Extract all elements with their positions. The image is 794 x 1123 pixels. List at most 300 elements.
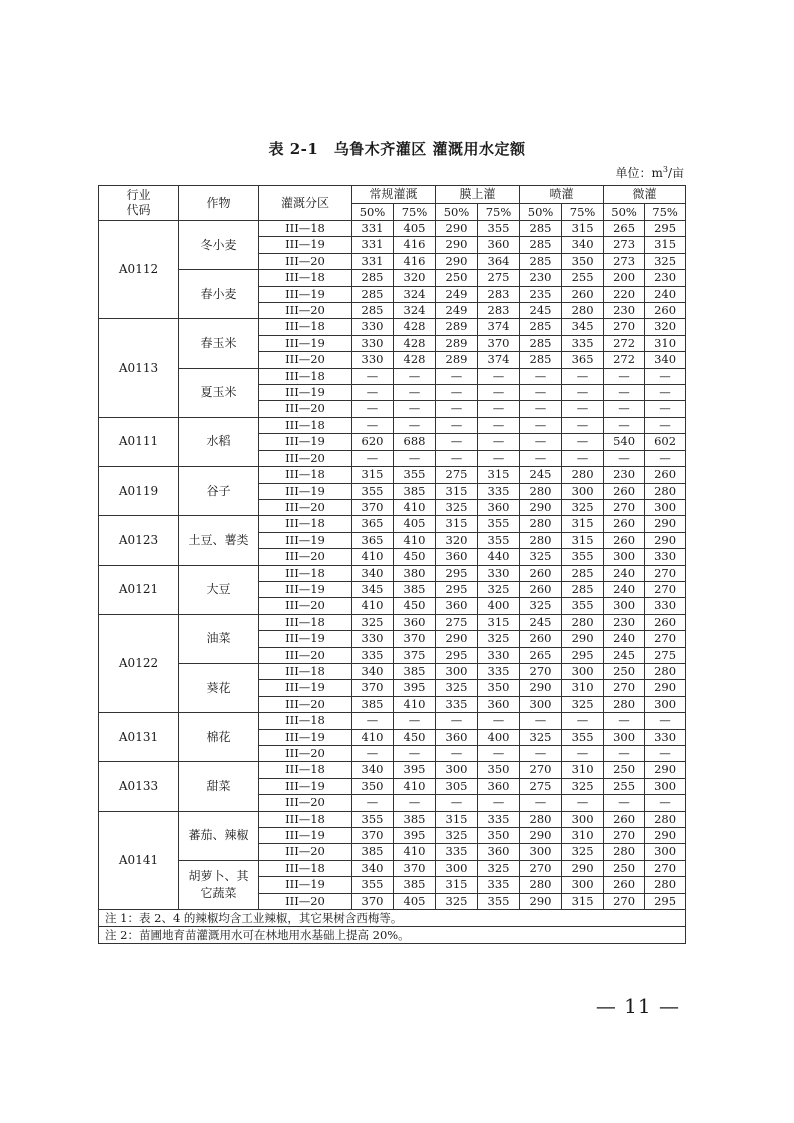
value-cell: 374	[478, 319, 520, 335]
header-zone: 灌溉分区	[259, 186, 352, 221]
zone-cell: III—19	[259, 237, 352, 253]
value-cell: 325	[478, 581, 520, 597]
value-cell: 355	[352, 877, 394, 893]
value-cell: 335	[436, 844, 478, 860]
value-cell: 315	[562, 893, 604, 909]
value-cell: 370	[352, 499, 394, 515]
value-cell: 270	[604, 680, 645, 696]
value-cell: —	[645, 368, 686, 384]
value-cell: 290	[645, 762, 686, 778]
zone-cell: III—18	[259, 368, 352, 384]
value-cell: 315	[478, 467, 520, 483]
value-cell: —	[478, 713, 520, 729]
value-cell: 289	[436, 352, 478, 368]
value-cell: —	[478, 417, 520, 433]
header-percent: 50%	[604, 204, 645, 221]
value-cell: —	[436, 746, 478, 762]
value-cell: 355	[394, 467, 436, 483]
crop-cell: 春玉米	[179, 319, 259, 368]
unit-suffix: /亩	[667, 166, 684, 180]
value-cell: 310	[645, 335, 686, 351]
value-cell: —	[645, 401, 686, 417]
value-cell: —	[645, 417, 686, 433]
value-cell: 330	[645, 729, 686, 745]
header-industry-code-line2: 代码	[126, 203, 151, 217]
value-cell: 295	[436, 581, 478, 597]
value-cell: —	[604, 417, 645, 433]
value-cell: —	[562, 368, 604, 384]
value-cell: 355	[478, 221, 520, 237]
value-cell: 416	[394, 253, 436, 269]
value-cell: —	[478, 746, 520, 762]
value-cell: —	[352, 450, 394, 466]
crop-cell: 葵花	[179, 663, 259, 712]
value-cell: —	[436, 385, 478, 401]
value-cell: 405	[394, 516, 436, 532]
industry-code-cell: A0123	[99, 516, 179, 565]
header-method-sprinkler: 喷灌	[520, 186, 604, 204]
header-crop: 作物	[179, 186, 259, 221]
value-cell: 260	[645, 614, 686, 630]
value-cell: 300	[436, 860, 478, 876]
value-cell: —	[520, 385, 562, 401]
value-cell: —	[436, 434, 478, 450]
header-method-film: 膜上灌	[436, 186, 520, 204]
value-cell: 355	[478, 893, 520, 909]
value-cell: 285	[520, 221, 562, 237]
crop-cell: 蕃茄、辣椒	[179, 811, 259, 860]
value-cell: 335	[478, 663, 520, 679]
value-cell: —	[478, 401, 520, 417]
value-cell: —	[520, 434, 562, 450]
value-cell: —	[520, 713, 562, 729]
zone-cell: III—18	[259, 762, 352, 778]
zone-cell: III—20	[259, 795, 352, 811]
value-cell: 275	[520, 778, 562, 794]
value-cell: 335	[478, 483, 520, 499]
industry-code-cell: A0113	[99, 319, 179, 417]
table-row	[99, 368, 686, 384]
zone-cell: III—19	[259, 483, 352, 499]
value-cell: 260	[645, 467, 686, 483]
table-row	[99, 221, 686, 237]
value-cell: 410	[394, 532, 436, 548]
value-cell: 290	[645, 828, 686, 844]
value-cell: 260	[604, 532, 645, 548]
value-cell: —	[394, 746, 436, 762]
table-row	[99, 565, 686, 581]
industry-code-cell: A0122	[99, 614, 179, 712]
value-cell: —	[436, 450, 478, 466]
value-cell: —	[394, 450, 436, 466]
value-cell: 300	[604, 598, 645, 614]
value-cell: 315	[436, 516, 478, 532]
industry-code-cell: A0112	[99, 221, 179, 319]
value-cell: 620	[352, 434, 394, 450]
value-cell: —	[604, 385, 645, 401]
value-cell: 295	[436, 565, 478, 581]
value-cell: —	[394, 368, 436, 384]
value-cell: 325	[352, 614, 394, 630]
value-cell: 324	[394, 303, 436, 319]
value-cell: 280	[520, 483, 562, 499]
value-cell: 280	[562, 614, 604, 630]
value-cell: —	[436, 401, 478, 417]
note-1: 注 1：表 2、4 的辣椒均含工业辣椒，其它果树含西梅等。	[99, 910, 686, 927]
value-cell: 300	[562, 663, 604, 679]
table-row	[99, 713, 686, 729]
value-cell: 290	[645, 516, 686, 532]
value-cell: 325	[520, 549, 562, 565]
value-cell: 330	[645, 549, 686, 565]
value-cell: 350	[478, 762, 520, 778]
value-cell: 230	[604, 303, 645, 319]
value-cell: —	[645, 385, 686, 401]
value-cell: 405	[394, 221, 436, 237]
zone-cell: III—19	[259, 532, 352, 548]
value-cell: 200	[604, 270, 645, 286]
unit-label	[560, 164, 684, 181]
zone-cell: III—18	[259, 467, 352, 483]
crop-cell: 棉花	[179, 713, 259, 762]
value-cell: —	[520, 746, 562, 762]
value-cell: 272	[604, 352, 645, 368]
value-cell: 315	[562, 221, 604, 237]
value-cell: 270	[520, 663, 562, 679]
industry-code-cell: A0111	[99, 417, 179, 466]
value-cell: —	[436, 368, 478, 384]
industry-code-cell: A0121	[99, 565, 179, 614]
zone-cell: III—20	[259, 253, 352, 269]
value-cell: 240	[645, 286, 686, 302]
zone-cell: III—20	[259, 352, 352, 368]
value-cell: 280	[645, 877, 686, 893]
value-cell: 331	[352, 253, 394, 269]
value-cell: 360	[478, 778, 520, 794]
value-cell: 310	[562, 828, 604, 844]
value-cell: 289	[436, 319, 478, 335]
zone-cell: III—19	[259, 385, 352, 401]
value-cell: 385	[394, 663, 436, 679]
value-cell: 260	[520, 565, 562, 581]
value-cell: 290	[645, 532, 686, 548]
value-cell: 280	[645, 663, 686, 679]
value-cell: 300	[520, 696, 562, 712]
header-percent: 75%	[478, 204, 520, 221]
value-cell: 280	[604, 696, 645, 712]
value-cell: —	[394, 417, 436, 433]
value-cell: 270	[604, 893, 645, 909]
unit-superscript: 3	[662, 165, 668, 174]
value-cell: 440	[478, 549, 520, 565]
value-cell: 330	[645, 598, 686, 614]
crop-cell: 冬小麦	[179, 221, 259, 270]
value-cell: —	[562, 417, 604, 433]
value-cell: 688	[394, 434, 436, 450]
zone-cell: III—19	[259, 680, 352, 696]
value-cell: 240	[604, 565, 645, 581]
zone-cell: III—19	[259, 434, 352, 450]
value-cell: 385	[394, 483, 436, 499]
crop-cell: 水稻	[179, 417, 259, 466]
value-cell: 315	[562, 532, 604, 548]
value-cell: 315	[436, 811, 478, 827]
value-cell: 255	[604, 778, 645, 794]
zone-cell: III—20	[259, 499, 352, 515]
value-cell: 270	[604, 319, 645, 335]
value-cell: 325	[562, 696, 604, 712]
value-cell: 355	[478, 516, 520, 532]
zone-cell: III—19	[259, 828, 352, 844]
value-cell: 340	[352, 565, 394, 581]
value-cell: 370	[478, 335, 520, 351]
value-cell: —	[604, 713, 645, 729]
header-percent: 50%	[436, 204, 478, 221]
table-row	[99, 811, 686, 827]
value-cell: 330	[352, 631, 394, 647]
header-percent: 50%	[352, 204, 394, 221]
crop-cell: 春小麦	[179, 270, 259, 319]
value-cell: 428	[394, 319, 436, 335]
table-notes	[99, 910, 686, 944]
value-cell: 335	[436, 696, 478, 712]
value-cell: —	[604, 368, 645, 384]
value-cell: 280	[645, 811, 686, 827]
value-cell: 325	[562, 778, 604, 794]
value-cell: 275	[645, 647, 686, 663]
value-cell: 385	[352, 844, 394, 860]
value-cell: 280	[520, 877, 562, 893]
value-cell: 290	[645, 680, 686, 696]
value-cell: 331	[352, 237, 394, 253]
value-cell: 260	[604, 516, 645, 532]
zone-cell: III—18	[259, 221, 352, 237]
zone-cell: III—20	[259, 746, 352, 762]
zone-cell: III—18	[259, 713, 352, 729]
value-cell: 285	[562, 581, 604, 597]
value-cell: 365	[562, 352, 604, 368]
value-cell: 325	[436, 499, 478, 515]
value-cell: 250	[604, 860, 645, 876]
value-cell: 230	[604, 614, 645, 630]
value-cell: 395	[394, 680, 436, 696]
value-cell: 335	[478, 877, 520, 893]
value-cell: 273	[604, 253, 645, 269]
value-cell: —	[604, 795, 645, 811]
value-cell: —	[478, 450, 520, 466]
value-cell: 385	[352, 696, 394, 712]
value-cell: 375	[394, 647, 436, 663]
zone-cell: III—18	[259, 417, 352, 433]
table-row	[99, 516, 686, 532]
unit-prefix: 单位：m	[615, 166, 663, 180]
value-cell: 410	[352, 598, 394, 614]
value-cell: 280	[604, 844, 645, 860]
value-cell: 285	[352, 303, 394, 319]
zone-cell: III—19	[259, 729, 352, 745]
value-cell: 255	[562, 270, 604, 286]
value-cell: —	[436, 795, 478, 811]
table-body	[99, 221, 686, 910]
value-cell: 315	[478, 614, 520, 630]
value-cell: 374	[478, 352, 520, 368]
value-cell: 450	[394, 549, 436, 565]
value-cell: 330	[478, 647, 520, 663]
value-cell: 280	[562, 303, 604, 319]
value-cell: 340	[352, 860, 394, 876]
value-cell: 260	[645, 303, 686, 319]
value-cell: 331	[352, 221, 394, 237]
value-cell: 360	[436, 598, 478, 614]
value-cell: 290	[520, 893, 562, 909]
value-cell: —	[394, 713, 436, 729]
value-cell: 325	[562, 844, 604, 860]
value-cell: —	[352, 368, 394, 384]
zone-cell: III—18	[259, 811, 352, 827]
value-cell: —	[604, 401, 645, 417]
zone-cell: III—19	[259, 631, 352, 647]
value-cell: 380	[394, 565, 436, 581]
value-cell: 300	[562, 877, 604, 893]
value-cell: 265	[604, 221, 645, 237]
value-cell: —	[604, 450, 645, 466]
crop-cell: 胡萝卜、其它蔬菜	[179, 860, 259, 909]
value-cell: 320	[394, 270, 436, 286]
value-cell: —	[352, 385, 394, 401]
value-cell: 300	[562, 483, 604, 499]
value-cell: 310	[562, 762, 604, 778]
value-cell: 428	[394, 335, 436, 351]
value-cell: 250	[604, 663, 645, 679]
value-cell: 428	[394, 352, 436, 368]
zone-cell: III—19	[259, 581, 352, 597]
value-cell: 295	[562, 647, 604, 663]
zone-cell: III—20	[259, 893, 352, 909]
value-cell: 315	[352, 467, 394, 483]
value-cell: 450	[394, 598, 436, 614]
zone-cell: III—20	[259, 401, 352, 417]
value-cell: —	[436, 417, 478, 433]
value-cell: 300	[604, 549, 645, 565]
zone-cell: III—19	[259, 286, 352, 302]
value-cell: 245	[604, 647, 645, 663]
value-cell: 260	[562, 286, 604, 302]
crop-cell: 土豆、薯类	[179, 516, 259, 565]
value-cell: 300	[436, 663, 478, 679]
value-cell: —	[478, 385, 520, 401]
value-cell: 325	[520, 729, 562, 745]
value-cell: 345	[352, 581, 394, 597]
value-cell: 295	[436, 647, 478, 663]
value-cell: 290	[436, 253, 478, 269]
value-cell: 350	[478, 828, 520, 844]
value-cell: 290	[520, 680, 562, 696]
value-cell: 285	[520, 352, 562, 368]
value-cell: 300	[645, 499, 686, 515]
zone-cell: III—18	[259, 516, 352, 532]
value-cell: 250	[436, 270, 478, 286]
value-cell: 320	[436, 532, 478, 548]
zone-cell: III—20	[259, 598, 352, 614]
zone-cell: III—20	[259, 844, 352, 860]
value-cell: 340	[645, 352, 686, 368]
value-cell: 355	[562, 549, 604, 565]
value-cell: —	[562, 434, 604, 450]
value-cell: 325	[436, 680, 478, 696]
value-cell: 270	[645, 860, 686, 876]
value-cell: 370	[352, 828, 394, 844]
value-cell: 410	[394, 778, 436, 794]
zone-cell: III—20	[259, 303, 352, 319]
value-cell: 400	[478, 729, 520, 745]
value-cell: 270	[604, 499, 645, 515]
value-cell: 340	[352, 762, 394, 778]
value-cell: 300	[645, 696, 686, 712]
value-cell: 335	[478, 811, 520, 827]
value-cell: 360	[478, 499, 520, 515]
value-cell: 335	[352, 647, 394, 663]
value-cell: 270	[520, 860, 562, 876]
value-cell: 540	[604, 434, 645, 450]
crop-cell: 大豆	[179, 565, 259, 614]
value-cell: —	[520, 795, 562, 811]
value-cell: 325	[478, 631, 520, 647]
industry-code-cell: A0141	[99, 811, 179, 909]
irrigation-quota-table	[98, 185, 686, 944]
zone-cell: III—20	[259, 647, 352, 663]
value-cell: —	[562, 795, 604, 811]
value-cell: 290	[562, 631, 604, 647]
header-percent: 75%	[645, 204, 686, 221]
table-row	[99, 467, 686, 483]
table-row	[99, 663, 686, 679]
value-cell: —	[562, 401, 604, 417]
value-cell: 300	[436, 762, 478, 778]
value-cell: 410	[394, 844, 436, 860]
value-cell: 300	[520, 844, 562, 860]
value-cell: 385	[394, 581, 436, 597]
value-cell: 310	[562, 680, 604, 696]
value-cell: 290	[562, 860, 604, 876]
value-cell: —	[478, 368, 520, 384]
value-cell: 355	[562, 729, 604, 745]
zone-cell: III—18	[259, 319, 352, 335]
value-cell: —	[645, 746, 686, 762]
crop-cell: 油菜	[179, 614, 259, 663]
value-cell: 330	[352, 319, 394, 335]
value-cell: 260	[604, 877, 645, 893]
zone-cell: III—20	[259, 450, 352, 466]
value-cell: 245	[520, 614, 562, 630]
value-cell: 285	[352, 286, 394, 302]
value-cell: 230	[645, 270, 686, 286]
value-cell: 300	[562, 811, 604, 827]
zone-cell: III—19	[259, 335, 352, 351]
value-cell: 270	[645, 631, 686, 647]
value-cell: 325	[562, 499, 604, 515]
header-percent: 75%	[562, 204, 604, 221]
value-cell: 410	[394, 499, 436, 515]
value-cell: 355	[562, 598, 604, 614]
value-cell: 330	[352, 335, 394, 351]
value-cell: 220	[604, 286, 645, 302]
value-cell: —	[394, 795, 436, 811]
value-cell: 350	[562, 253, 604, 269]
value-cell: 275	[478, 270, 520, 286]
value-cell: —	[562, 450, 604, 466]
header-industry-code-line1: 行业	[126, 188, 151, 202]
value-cell: 240	[604, 631, 645, 647]
